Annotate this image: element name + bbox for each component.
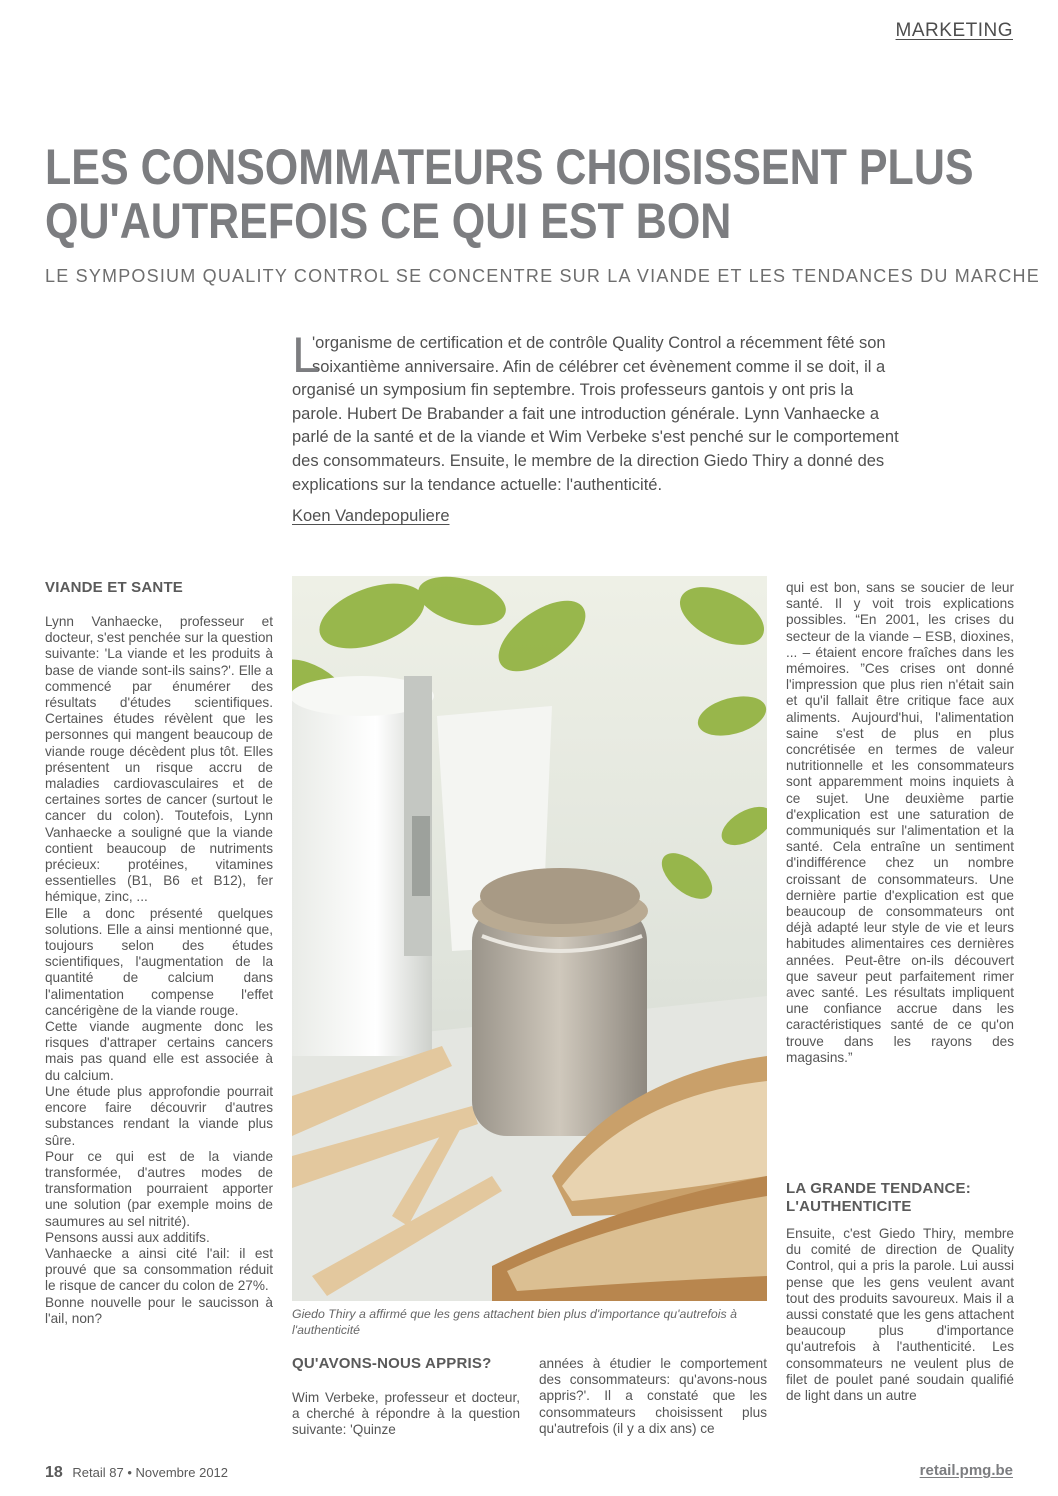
paragraph: Une étude plus approfondie pourrait encore faire découvrir d'autres substances rendant la viande plus sûre. [45, 1083, 273, 1148]
heading-viande-et-sante: VIANDE ET SANTE [45, 579, 184, 596]
paragraph: Ensuite, c'est Giedo Thiry, membre du comité de direction de Quality Control, qui a pris la parole. Lui aussi pense que les gens veulent avant tout des produits savoureux. Mais il a aussi constaté que les gens attachent beaucoup plus d'importance qu'autrefois à l'authenticité. Les consommateurs ne veulent plus de filet de poulet pané soudain qualifié de light dans un autre [786, 1226, 1014, 1404]
intro-line: parole. Hubert De Brabander a fait une introduction générale. Lynn Vanhaecke a [292, 404, 880, 423]
paragraph: Bonne nouvelle pour le saucisson à l'ail, non? [45, 1294, 273, 1326]
drop-cap: L [292, 327, 320, 383]
article-subtitle: LE SYMPOSIUM QUALITY CONTROL SE CONCENTRE SUR LA VIANDE ET LES TENDANCES DU MARCHE [45, 266, 1040, 286]
title-line-2: QU'AUTREFOIS CE QUI EST BON [45, 193, 732, 249]
intro-line: explications sur la tendance actuelle: l'authenticité. [292, 475, 663, 494]
paragraph: Cette viande augmente donc les risques d'attraper certains cancers mais pas quand elle est associée à du calcium. [45, 1019, 273, 1083]
intro-line: des consommateurs. Ensuite, le membre de la direction Giedo Thiry a donné des [292, 451, 885, 470]
paragraph: Vanhaecke a ainsi cité l'ail: il est prouvé que sa consommation réduit le risque de cancer du colon de 27%. [45, 1245, 273, 1294]
intro-line: parlé de la santé et de la viande et Wim Verbeke s'est penché sur le comportement [292, 428, 899, 447]
intro-line: organisé un symposium fin septembre. Trois professeurs gantois y ont pris la [292, 381, 854, 400]
paragraph: Pour ce qui est de la viande transformée, d'autres modes de transformation pourraient apporter une solution (par exemple moins de saumures au sel nitrité). [45, 1148, 273, 1229]
intro-line: 'organisme de certification et de contrôle Quality Control a récemment fêté son [312, 334, 886, 352]
intro-line: soixantième anniversaire. Afin de célébrer cet évènement comme il se doit, il a [312, 357, 886, 376]
paragraph: qui est bon, sans se soucier de leur santé. Il y voit trois explications possibles. “En 2001, les crises du secteur de la viande – ESB, dioxines, ... – étaient encore fraîches dans les mémoires. ”Ces crises ont donné l'impression que plus rien n'était sain et qu'il fallait être critique face aux aliments. Aujourd'hui, l'alimentation saine s'est de plus en plus concrétisée en termes de valeur nutritionnelle et les consommateurs sont apparemment moins inquiets à ce sujet. Une deuxième partie d'explication est une saturation de communiqués sur l'alimentation et la santé. Cela entraîne un sentiment d'indifférence chez un nombre croissant de consommateurs. Une dernière partie d'explication est que beaucoup de consommateurs ont déjà adapté leur style de vie et leurs habitudes alimentaires ces dernières années. Peut-être on-ils découvert que saveur peut parfaitement rimer avec santé. Les résultats impliquent une confiance accrue dans les caractéristiques santé de ce qu'on trouve dans les rayons des magasins.” [786, 580, 1014, 1065]
heading-la-grande-tendance [786, 1180, 971, 1216]
site-link[interactable]: retail.pmg.be [919, 1462, 1013, 1479]
food-photo-illustration [292, 576, 767, 1301]
column-2-text [292, 1390, 520, 1439]
issue-label: Retail 87 • Novembre 2012 [72, 1465, 229, 1480]
intro-paragraph [292, 327, 972, 497]
column-4-text-part-2 [786, 1226, 1014, 1404]
heading-line: L'AUTHENTICITE [786, 1198, 912, 1215]
heading-line: LA GRANDE TENDANCE: [786, 1180, 971, 1197]
paragraph: Lynn Vanhaecke, professeur et docteur, s'est penchée sur la question suivante: 'La viande et les produits à base de viande sont-ils sains?'. Elle a commencé par énumérer des résultats d'études scientifiques. Certaines études révèlent que les personnes qui mangent beaucoup de viande rouge décèdent plus tôt. Elles présentent un risque accru de maladies cardiovasculaires et de certaines sortes de cancer (surtout le cancer du colon). Toutefois, Lynn Vanhaecke a souligné que la viande contient beaucoup de nutriments précieux: protéines, vitamines essentielles (B1, B6 et B12), fer hémique, zinc, ... [45, 614, 273, 905]
author-link[interactable]: Koen Vandepopuliere [292, 507, 450, 525]
column-3-text [539, 1356, 767, 1437]
title-line-1: LES CONSOMMATEURS CHOISISSENT PLUS [45, 139, 974, 195]
footer-issue-info [45, 1464, 228, 1482]
paragraph: Elle a donc présenté quelques solutions. Elle a ainsi mentionné que, toujours selon des études scientifiques, l'augmentation de la quantité de calcium dans l'alimentation compense l'effet cancérigène de la viande rouge. [45, 905, 273, 1018]
column-4-text-part-1 [786, 580, 1014, 1066]
photo-caption: Giedo Thiry a affirmé que les gens attachent bien plus d'importance qu'autrefois à l'authenticité [292, 1307, 737, 1337]
article-title [45, 139, 974, 249]
section-tag: MARKETING [895, 20, 1013, 41]
paragraph: années à étudier le comportement des consommateurs: qu'avons-nous appris?'. Il a constaté que les consommateurs choisissent plus qu'autrefois (il y a dix ans) ce [539, 1356, 767, 1436]
column-1-text [45, 614, 273, 1327]
article-photo [292, 576, 767, 1301]
page-number: 18 [45, 1464, 63, 1481]
heading-qu-avons-nous-appris: QU'AVONS-NOUS APPRIS? [292, 1355, 492, 1372]
paragraph: Wim Verbeke, professeur et docteur, a cherché à répondre à la question suivante: 'Quinze [292, 1390, 520, 1438]
paragraph: Pensons aussi aux additifs. [45, 1229, 210, 1245]
